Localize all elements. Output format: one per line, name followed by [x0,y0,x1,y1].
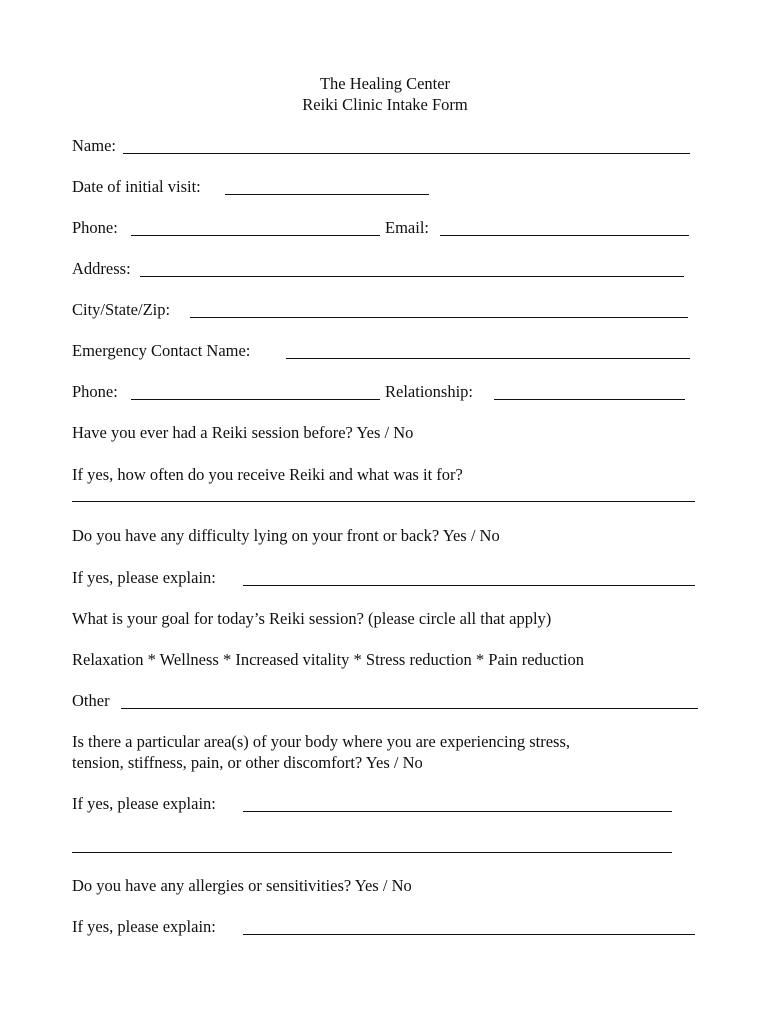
allergies-explain-field[interactable] [243,934,695,935]
name-label: Name: [72,136,116,155]
city-state-zip-label: City/State/Zip: [72,300,171,319]
goal-question: What is your goal for today’s Reiki session? (please circle all that apply) [72,609,552,628]
emergency-contact-label: Emergency Contact Name: [72,341,251,360]
date-initial-visit-field[interactable] [225,194,429,195]
form-title: Reiki Clinic Intake Form [302,95,468,114]
relationship-field[interactable] [494,399,685,400]
area-explain-field[interactable] [243,811,672,812]
address-field[interactable] [140,276,684,277]
date-initial-visit-label: Date of initial visit: [72,177,201,196]
how-often-question: If yes, how often do you receive Reiki and what was it for? [72,465,463,484]
emergency-phone-field[interactable] [131,399,380,400]
difficulty-explain-field[interactable] [243,585,695,586]
area-question-line2: tension, stiffness, pain, or other discomfort? Yes / No [72,753,423,772]
phone-label: Phone: [72,218,118,237]
had-reiki-before-question: Have you ever had a Reiki session before? Yes / No [72,423,414,442]
city-state-zip-field[interactable] [190,317,688,318]
org-name: The Healing Center [319,74,451,93]
how-often-field[interactable] [72,501,695,502]
other-field[interactable] [121,708,698,709]
goal-options[interactable]: Relaxation * Wellness * Increased vitality * Stress reduction * Pain reduction [72,650,585,669]
emergency-phone-label: Phone: [72,382,118,401]
area-explain-label: If yes, please explain: [72,794,216,813]
difficulty-explain-label: If yes, please explain: [72,568,216,587]
other-label: Other [72,691,110,710]
area-question-line1: Is there a particular area(s) of your body where you are experiencing stress, [72,732,570,751]
name-field[interactable] [123,153,690,154]
allergies-explain-label: If yes, please explain: [72,917,216,936]
emergency-contact-field[interactable] [286,358,690,359]
area-explain-field-2[interactable] [72,852,672,853]
phone-field[interactable] [131,235,380,236]
allergies-question: Do you have any allergies or sensitivities? Yes / No [72,876,412,895]
email-field[interactable] [440,235,689,236]
address-label: Address: [72,259,131,278]
relationship-label: Relationship: [385,382,473,401]
difficulty-lying-question: Do you have any difficulty lying on your front or back? Yes / No [72,526,500,545]
email-label: Email: [385,218,429,237]
